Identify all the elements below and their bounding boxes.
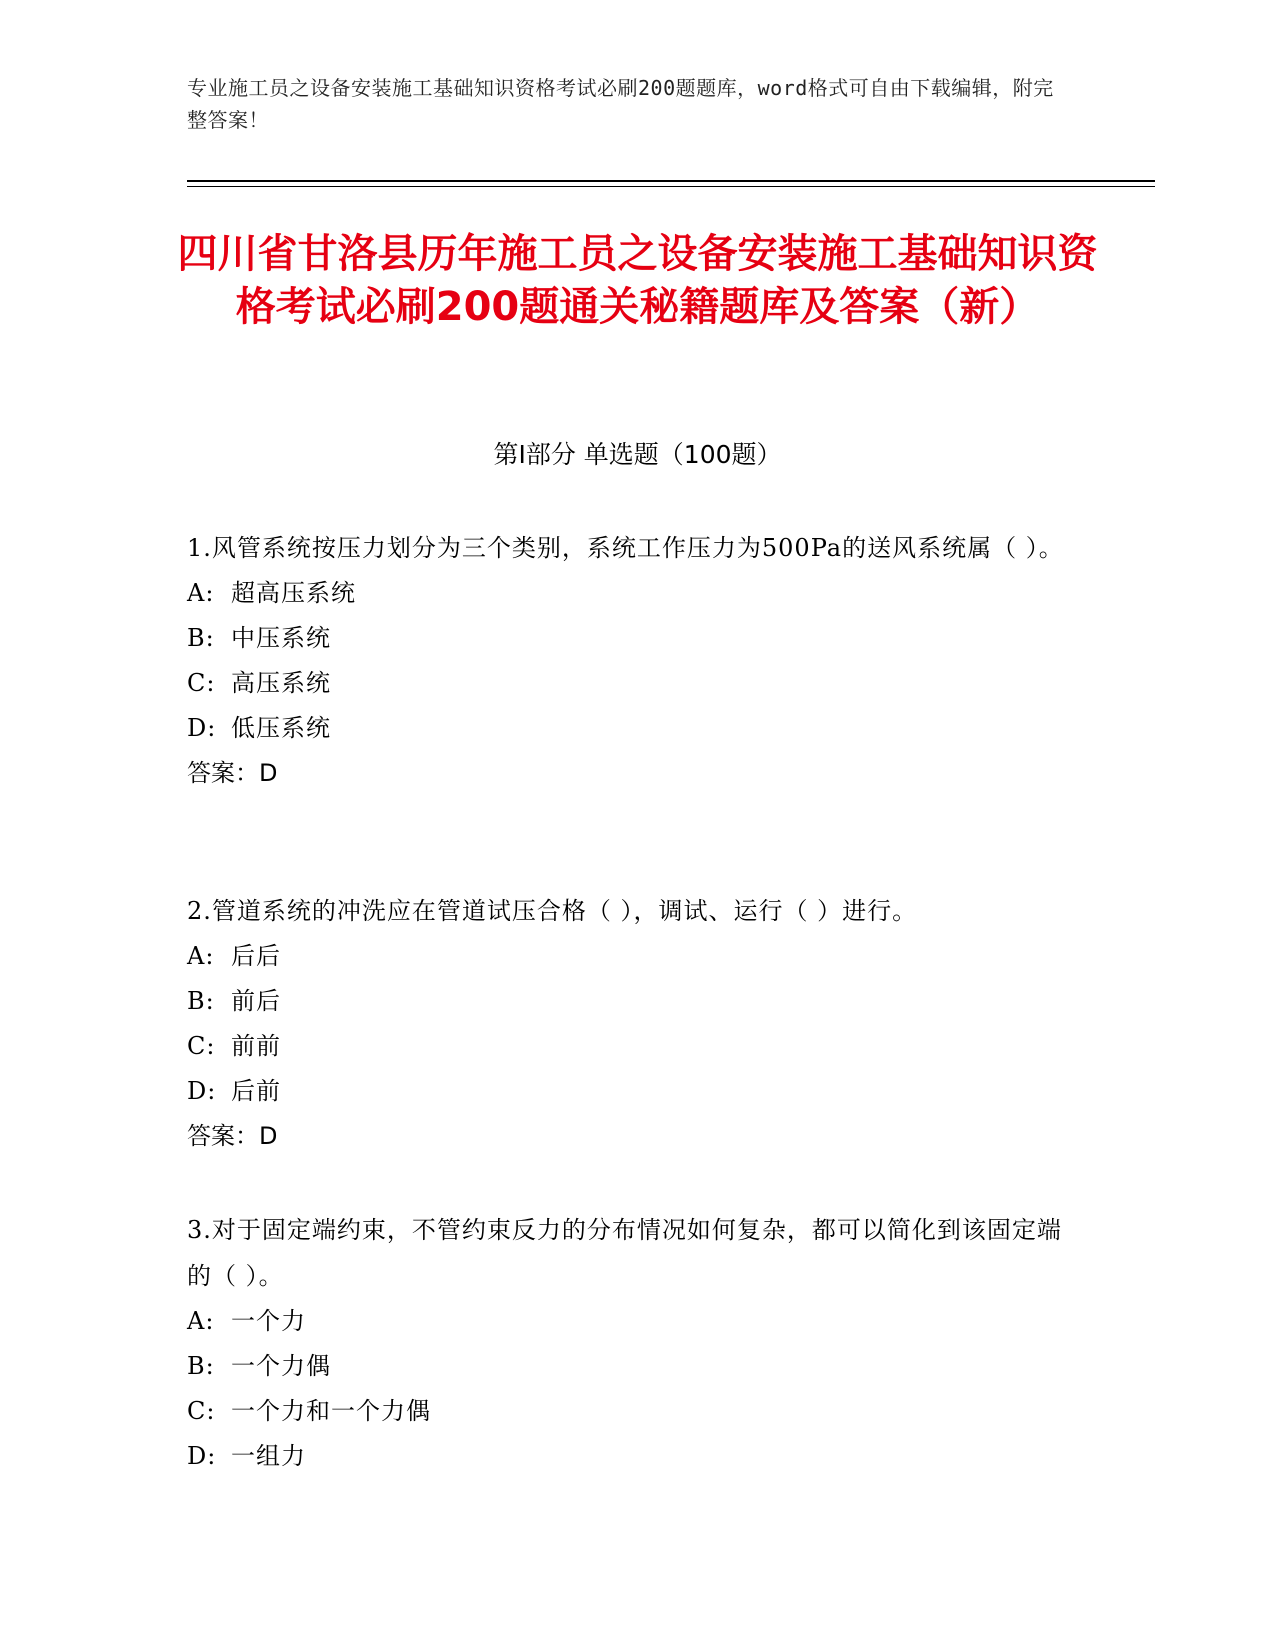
question-stem: 3.对于固定端约束，不管约束反力的分布情况如何复杂，都可以简化到该固定端的（ ）。 — [187, 1216, 1062, 1290]
question-2 — [187, 888, 1067, 1159]
option-c — [187, 1024, 1067, 1069]
option-letter: C: — [187, 1397, 216, 1425]
option-letter: A: — [187, 579, 215, 607]
question-3 — [187, 1207, 1067, 1479]
option-letter: A: — [187, 942, 215, 970]
question-1 — [187, 525, 1067, 796]
option-letter: B: — [187, 987, 215, 1015]
option-a — [187, 571, 1067, 616]
option-letter: D: — [187, 1442, 217, 1470]
answer-line: 答案：D — [187, 759, 278, 787]
header-rule-thick — [187, 180, 1155, 182]
section-heading: 第Ⅰ部分 单选题（100题） — [493, 440, 782, 469]
option-b — [187, 1344, 1067, 1389]
option-d — [187, 706, 1067, 751]
option-letter: C: — [187, 1032, 216, 1060]
option-text: 前后 — [231, 987, 281, 1015]
option-d — [187, 1069, 1067, 1114]
option-b — [187, 616, 1067, 661]
document-title: 四川省甘洛县历年施工员之设备安装施工基础知识资格考试必刷200题通关秘籍题库及答案（新） — [177, 231, 1098, 330]
option-letter: C: — [187, 669, 216, 697]
question-stem: 2.管道系统的冲洗应在管道试压合格（ ），调试、运行（ ）进行。 — [187, 897, 918, 925]
option-text: 一组力 — [231, 1442, 306, 1470]
option-b — [187, 979, 1067, 1024]
option-c — [187, 1389, 1067, 1434]
option-letter: B: — [187, 624, 215, 652]
option-text: 前前 — [231, 1032, 281, 1060]
option-letter: D: — [187, 1077, 217, 1105]
option-letter: B: — [187, 1352, 215, 1380]
option-a — [187, 1299, 1067, 1344]
header-rule-thin — [187, 186, 1155, 187]
option-text: 高压系统 — [231, 669, 331, 697]
option-letter: D: — [187, 714, 217, 742]
option-text: 中压系统 — [231, 624, 331, 652]
option-text: 一个力 — [231, 1307, 306, 1335]
option-d — [187, 1434, 1067, 1479]
option-a — [187, 934, 1067, 979]
option-text: 一个力偶 — [231, 1352, 331, 1380]
question-stem: 1.风管系统按压力划分为三个类别，系统工作压力为500Pa的送风系统属（ ）。 — [187, 534, 1064, 562]
option-c — [187, 661, 1067, 706]
answer-line: 答案：D — [187, 1122, 278, 1150]
option-text: 后后 — [231, 942, 281, 970]
option-letter: A: — [187, 1307, 215, 1335]
option-text: 一个力和一个力偶 — [231, 1397, 431, 1425]
option-text: 超高压系统 — [231, 579, 356, 607]
header-note: 专业施工员之设备安装施工基础知识资格考试必刷200题题库，word格式可自由下载编辑，附完整答案！ — [187, 76, 1054, 132]
option-text: 低压系统 — [231, 714, 331, 742]
option-text: 后前 — [231, 1077, 281, 1105]
